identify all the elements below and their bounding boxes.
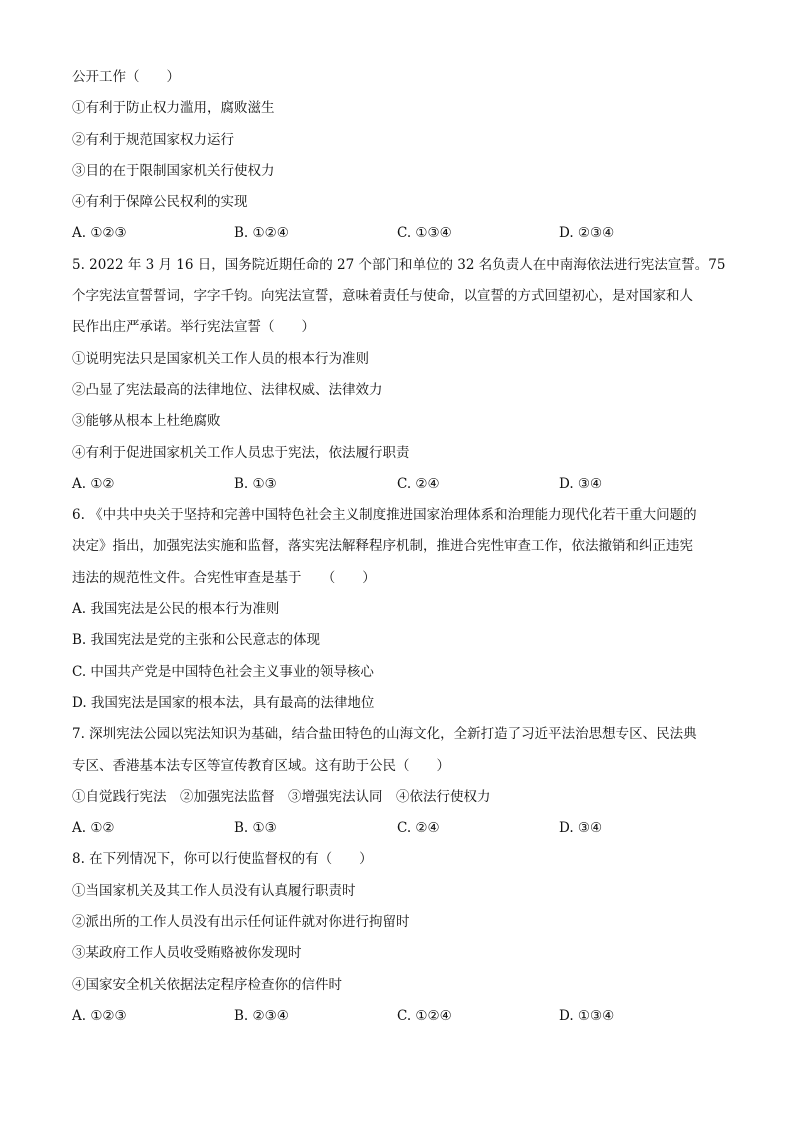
question-4-statement-2: ②有利于规范国家权力运行 (72, 131, 234, 148)
question-5-statement-4: ④有利于促进国家机关工作人员忠于宪法，依法履行职责 (72, 444, 410, 461)
question-8-choices (72, 1001, 732, 1032)
question-8-choice-d: D. ①③④ (559, 1007, 615, 1024)
question-7 (72, 719, 732, 844)
question-7-stem-line-2: 专区、香港基本法专区等宣传教育区域。这有助于公民（ ） (72, 757, 450, 774)
question-6 (72, 500, 732, 719)
question-5-stem-line-3: 民作出庄严承诺。举行宪法宣誓（ ） (72, 319, 315, 336)
question-6-option-d: D. 我国宪法是国家的根本法，具有最高的法律地位 (72, 694, 375, 711)
question-4-statement-1: ①有利于防止权力滥用，腐败滋生 (72, 100, 275, 117)
question-8-stem: 8. 在下列情况下，你可以行使监督权的有（ ） (72, 851, 373, 868)
question-6-option-c: C. 中国共产党是中国特色社会主义事业的领导核心 (72, 663, 374, 680)
question-8 (72, 844, 732, 1032)
question-6-stem-line-3: 违法的规范性文件。合宪性审查是基于 （ ） (72, 569, 376, 586)
question-5-choice-c: C. ②④ (397, 475, 440, 492)
question-4-choice-d: D. ②③④ (559, 225, 615, 242)
question-7-choice-c: C. ②④ (397, 820, 440, 837)
question-5-statement-1: ①说明宪法只是国家机关工作人员的根本行为准则 (72, 350, 369, 367)
question-6-option-a: A. 我国宪法是公民的根本行为准则 (72, 601, 280, 618)
question-5-stem-line-2: 个字宪法宣誓誓词，字字千钧。向宪法宣誓，意味着责任与使命，以宣誓的方式回望初心，是对国家和人 (72, 288, 693, 305)
question-5 (72, 250, 732, 500)
question-4 (72, 62, 732, 250)
question-5-statement-3: ③能够从根本上杜绝腐败 (72, 413, 221, 430)
question-8-statement-1: ①当国家机关及其工作人员没有认真履行职责时 (72, 882, 356, 899)
exam-page (72, 62, 732, 1032)
question-7-choices (72, 813, 732, 844)
question-4-choice-b: B. ①②④ (234, 225, 289, 242)
question-8-statement-3: ③某政府工作人员收受贿赂被你发现时 (72, 945, 302, 962)
question-6-stem-line-1: 6. 《中共中央关于坚持和完善中国特色社会主义制度推进国家治理体系和治理能力现代化若干重大问题的 (72, 507, 697, 524)
question-8-statement-4: ④国家安全机关依据法定程序检查你的信件时 (72, 976, 342, 993)
question-7-choice-d: D. ③④ (559, 820, 603, 837)
question-7-stem-line-1: 7. 深圳宪法公园以宪法知识为基础，结合盐田特色的山海文化，全新打造了习近平法治思想专区、民法典 (72, 726, 697, 743)
question-4-statement-4: ④有利于保障公民权利的实现 (72, 194, 248, 211)
question-7-statements: ①自觉践行宪法 ②加强宪法监督 ③增强宪法认同 ④依法行使权力 (72, 788, 491, 805)
question-5-choice-a: A. ①② (72, 475, 115, 492)
question-7-choice-b: B. ①③ (234, 820, 277, 837)
question-7-choice-a: A. ①② (72, 820, 115, 837)
question-6-stem-line-2: 决定》指出，加强宪法实施和监督，落实宪法解释程序机制，推进合宪性审查工作，依法撤销和纠正违宪 (72, 538, 693, 555)
question-5-choice-d: D. ③④ (559, 475, 603, 492)
question-4-statement-3: ③目的在于限制国家机关行使权力 (72, 162, 275, 179)
question-4-choices (72, 218, 732, 249)
question-5-choice-b: B. ①③ (234, 475, 277, 492)
question-8-choice-a: A. ①②③ (72, 1007, 127, 1024)
question-5-choices (72, 469, 732, 500)
question-8-statement-2: ②派出所的工作人员没有出示任何证件就对你进行拘留时 (72, 914, 410, 931)
question-5-statement-2: ②凸显了宪法最高的法律地位、法律权威、法律效力 (72, 381, 383, 398)
question-6-option-b: B. 我国宪法是党的主张和公民意志的体现 (72, 632, 321, 649)
question-4-choice-a: A. ①②③ (72, 225, 127, 242)
question-4-choice-c: C. ①③④ (397, 225, 452, 242)
question-4-stem: 公开工作（ ） (72, 69, 180, 85)
question-5-stem-line-1: 5. 2022 年 3 月 16 日，国务院近期任命的 27 个部门和单位的 32 名负责人在中南海依法进行宪法宣誓。75 (72, 256, 726, 273)
question-8-choice-c: C. ①②④ (397, 1007, 452, 1024)
question-8-choice-b: B. ②③④ (234, 1007, 289, 1024)
